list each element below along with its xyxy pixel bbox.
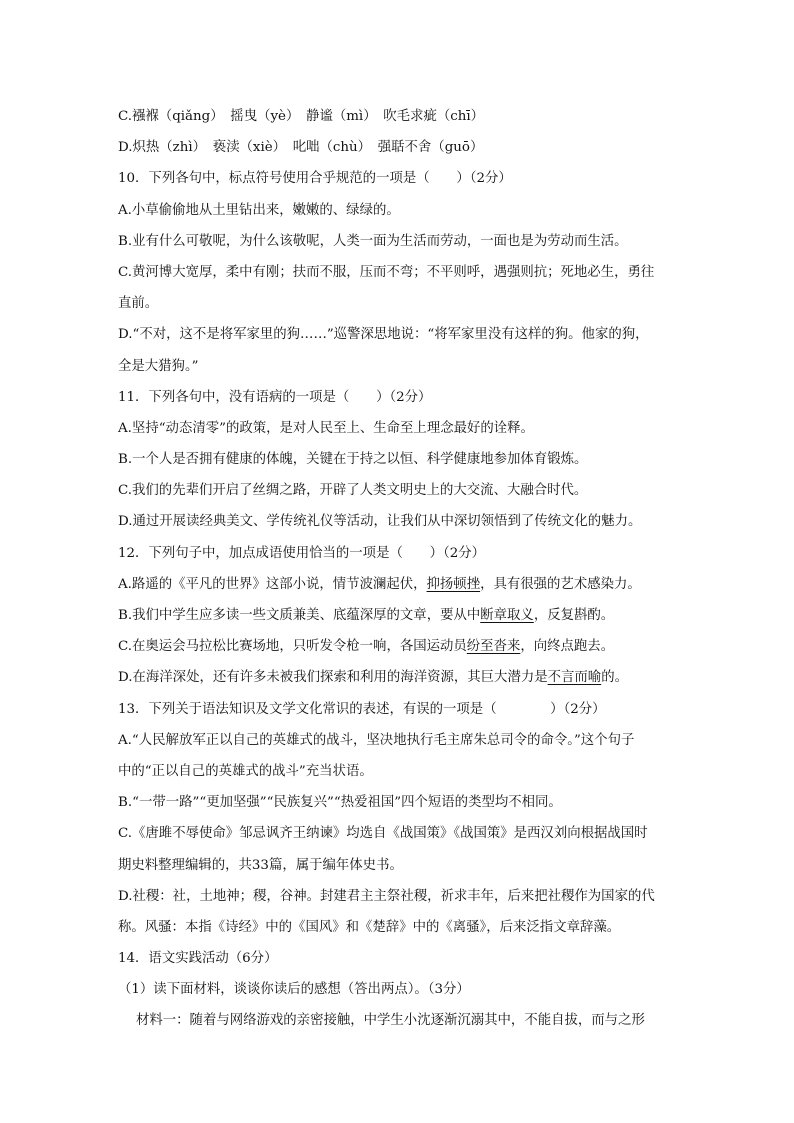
q11-option-c: C.我们的先辈们开启了丝绸之路，开辟了人类文明史上的大交流、大融合时代。 [118, 483, 588, 499]
q12-option-a-idiom: 抑扬顿挫 [426, 576, 481, 592]
q10-option-a: A.小草偷偷地从土里钻出来，嫩嫩的、绿绿的。 [118, 202, 400, 218]
q13-option-d-cont: 称。风骚：本指《诗经》中的《国风》和《楚辞》中的《离骚》，后来泛指文章辞藻。 [118, 919, 621, 935]
q12-option-a-tail: ，具有很强的艺术感染力。 [480, 576, 641, 592]
q10-option-d: D.“不对，这不是将军家里的狗……”巡警深思地说：“将军家里没有这样的狗。他家的狗， [118, 327, 649, 343]
q10-option-d-cont: 全是大猎狗。” [118, 358, 199, 374]
q12-option-c-tail: ，向终点跑去。 [520, 639, 615, 655]
q10-option-c-cont: 直前。 [118, 296, 159, 312]
q12-option-a [118, 569, 678, 600]
q9-option-d: D.炽热（zhì） 亵渎（xiè） 叱咄（chù） 强聒不舍（guō） [118, 140, 484, 156]
q12-stem: 12．下列句子中，加点成语使用恰当的一项是（ ）（2分） [118, 545, 486, 561]
q13-option-a-cont: 中的“正以自己的英雄式的战斗”充当状语。 [118, 763, 373, 779]
q12-option-a-text: A.路遥的《平凡的世界》这部小说，情节波澜起伏， [118, 576, 427, 592]
q12-option-d [118, 662, 678, 693]
q12-option-c-idiom: 纷至沓来 [466, 639, 521, 655]
q10-option-c: C.黄河博大宽厚，柔中有刚；扶而不服，压而不弯；不平则呼，遇强则抗；死地必生，勇往 [118, 264, 655, 280]
q13-option-c-cont: 期史料整理编辑的，共33篇，属于编年体史书。 [118, 857, 403, 873]
q10-option-b: B.业有什么可敬呢，为什么该敬呢，人类一面为生活而劳动，一面也是为劳动而生活。 [118, 233, 628, 249]
q14-stem: 14．语文实践活动（6分） [118, 951, 278, 967]
q12-option-d-text: D.在海洋深处，还有许多未被我们探索和利用的海洋资源，其巨大潜力是 [118, 670, 548, 686]
q14-part1-prompt: （1）读下面材料，谈谈你读后的感想（答出两点）。（3分） [118, 982, 470, 998]
exam-page-content [118, 101, 678, 1037]
q10-stem: 10．下列各句中，标点符号使用合乎规范的一项是（ ）（2分） [118, 171, 512, 187]
q13-option-a: A.“人民解放军正以自己的英雄式的战斗，坚决地执行毛主席朱总司令的命令。”这个句子 [118, 732, 635, 748]
q12-option-b-tail: ，反复斟酌。 [533, 608, 615, 623]
q12-option-d-idiom: 不言而喻 [547, 670, 602, 686]
q11-option-a: A.坚持“动态清零”的政策，是对人民至上、生命至上理念最好的诠释。 [118, 420, 534, 436]
q9-option-c: C.襁褓（qiǎng） 摇曳（yè） 静谧（mì） 吹毛求疵（chī） [118, 109, 485, 124]
q13-option-c: C.《唐雎不辱使命》邹忌讽齐王纳谏》均选自《战国策》《战国策》是西汉刘向根据战国时 [118, 826, 648, 842]
q11-option-d: D.通过开展读经典美文、学传统礼仪等活动，让我们从中深切领悟到了传统文化的魅力。 [118, 514, 642, 530]
q12-option-c [118, 631, 678, 662]
q11-stem: 11．下列各句中，没有语病的一项是（ ）（2分） [118, 389, 432, 405]
q13-option-b: B.“一带一路”“更加坚强”“民族复兴”“热爱祖国”四个短语的类型均不相同。 [118, 795, 562, 811]
q13-stem: 13．下列关于语法知识及文学文化常识的表述，有误的一项是（ ）（2分） [118, 701, 606, 717]
q14-material-one: 材料一：随着与网络游戏的亲密接触，中学生小沈逐渐沉溺其中，不能自拔，而与之形 [136, 1013, 645, 1029]
q12-option-b-idiom: 断章取义 [480, 608, 534, 623]
q12-option-b-text: B.我们中学生应多读一些文质兼美、底蕴深厚的文章，要从中 [118, 608, 481, 623]
q12-option-d-tail: 的。 [601, 670, 628, 686]
q12-option-b [118, 600, 678, 631]
q13-option-d: D.社稷：社，土地神；稷，谷神。封建君主主祭社稷，祈求丰年，后来把社稷作为国家的代 [118, 888, 655, 904]
q11-option-b: B.一个人是否拥有健康的体魄，关键在于持之以恒、科学健康地参加体育锻炼。 [118, 452, 588, 468]
q12-option-c-text: C.在奥运会马拉松比赛场地，只听发令枪一响，各国运动员 [118, 639, 467, 655]
